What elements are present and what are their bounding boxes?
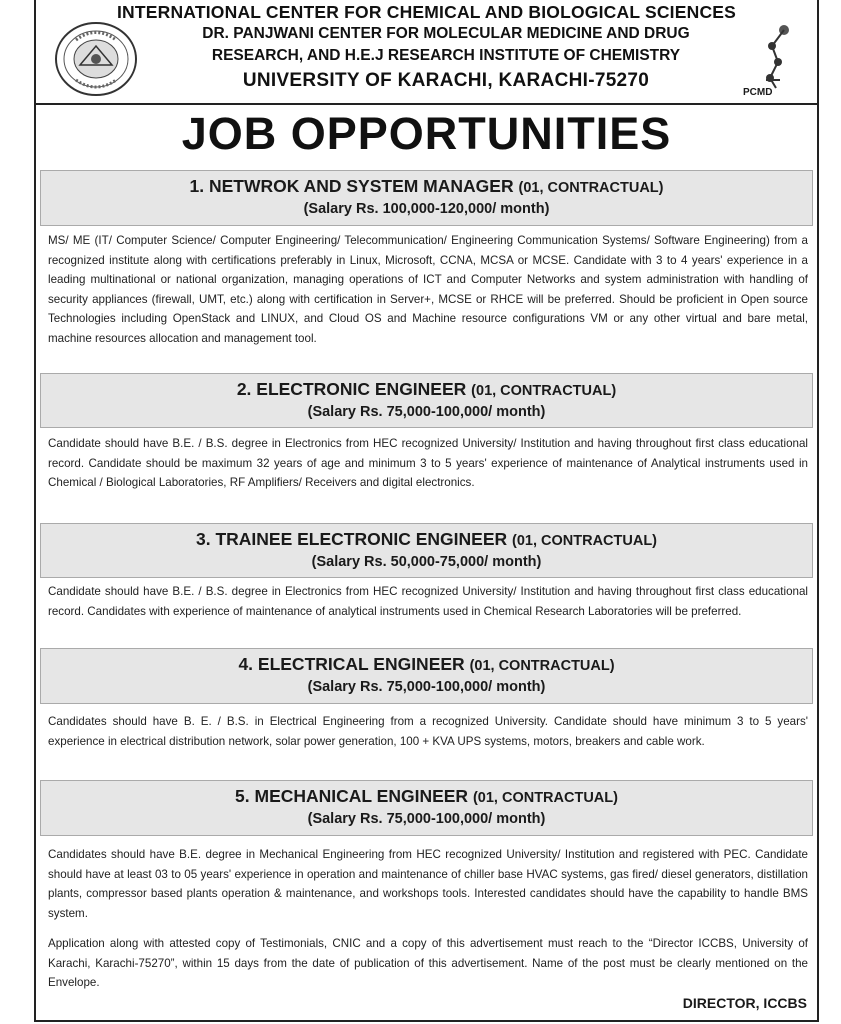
job-heading-box — [40, 170, 813, 226]
header-line-3: RESEARCH, AND H.E.J RESEARCH INSTITUTE OF CHEMISTRY — [211, 47, 681, 64]
job-description: Candidate should have B.E. / B.S. degree in Electronics from HEC recognized University/ Institution and having throughout first class educational record. Candidates with experience of maintenance of analytical instruments used in Chemical Research Laboratories will be preferred. — [48, 585, 808, 618]
job-title: 5. MECHANICAL ENGINEER (01, CONTRACTUAL) — [235, 786, 618, 806]
header-line-1: INTERNATIONAL CENTER FOR CHEMICAL AND BIOLOGICAL SCIENCES — [116, 2, 737, 22]
pcmd-label: PCMD — [743, 87, 773, 98]
job-salary: (Salary Rs. 100,000-120,000/ month) — [303, 201, 550, 217]
job-salary: (Salary Rs. 75,000-100,000/ month) — [307, 679, 546, 695]
header-line-4: UNIVERSITY OF KARACHI, KARACHI-75270 — [242, 70, 650, 91]
job-title: 3. TRAINEE ELECTRONIC ENGINEER (01, CONTRACTUAL) — [195, 529, 658, 549]
job-heading-box — [40, 648, 813, 704]
job-heading-box — [40, 780, 813, 836]
job-description: Candidates should have B. E. / B.S. in Electrical Engineering from a recognized University. Candidate should have minimum 3 to 5 years' experience in electrical distribution network, solar power generation, 100 + KVA UPS systems, motors, breakers and cable work. — [48, 715, 808, 748]
job-heading-box — [40, 373, 813, 428]
job-description: Candidates should have B.E. degree in Mechanical Engineering from HEC recognized University/ Institution and registered with PEC. Candidate should have at least 03 to 05 years' experience in operation and maintenance of chiller base HVAC systems, gas fired/ diesel generators, distillation plants, compressor based plants operation & maintenance, and workshops tools. Interested candidates should have the capability to handle BMS system. — [48, 848, 808, 920]
header-line-2: DR. PANJWANI CENTER FOR MOLECULAR MEDICINE AND DRUG — [202, 25, 690, 42]
job-title: 4. ELECTRICAL ENGINEER (01, CONTRACTUAL) — [238, 654, 615, 674]
job-heading-box — [40, 523, 813, 578]
application-note: Application along with attested copy of Testimonials, CNIC and a copy of this advertisement must reach to the “Director ICCBS, University of Karachi, Karachi-75270”, within 15 days from the date of publication of this advertisement. Name of the post must be clearly mentioned on the Envelope. — [48, 937, 808, 990]
signature: DIRECTOR, ICCBS — [682, 995, 807, 1011]
job-title: 1. NETWROK AND SYSTEM MANAGER (01, CONTRACTUAL) — [189, 176, 664, 196]
page-title: JOB OPPORTUNITIES — [181, 108, 672, 159]
job-description: Candidate should have B.E. / B.S. degree in Electronics from HEC recognized University/ Institution and having throughout first class educational record. Candidate should be maximum 32 years of age and minimum 3 to 5 years' experience of maintenance of Analytical instruments used in Chemical / Biological Laboratories, RF Amplifiers/ Receivers and digital electronics. — [48, 437, 808, 490]
job-description: MS/ ME (IT/ Computer Science/ Computer Engineering/ Telecommunication/ Engineering Communication Systems/ Software Engineering) from a recognized institute along with certifications preferably in Linux, Microsoft, CCNA, MCSA or MCSE. Candidate with 3 to 4 years' experience in a leading multinational or national organization, managing operations of ICT and Computer Networks and system administration with handling of security appliances (firewall, UMT, etc.) along with certification in Server+, MCSE or RHCE will be preferred. Should be proficient in Open source Technologies including OpenStack and LINUX, and Cloud OS and Machine resource configurations VM or any other virtual and bare metal, machine resources allocation and management tool. — [48, 234, 808, 345]
job-title: 2. ELECTRONIC ENGINEER (01, CONTRACTUAL) — [236, 379, 617, 399]
job-salary: (Salary Rs. 50,000-75,000/ month) — [311, 554, 542, 570]
job-salary: (Salary Rs. 75,000-100,000/ month) — [307, 404, 546, 420]
job-salary: (Salary Rs. 75,000-100,000/ month) — [307, 811, 546, 827]
header — [36, 0, 817, 105]
